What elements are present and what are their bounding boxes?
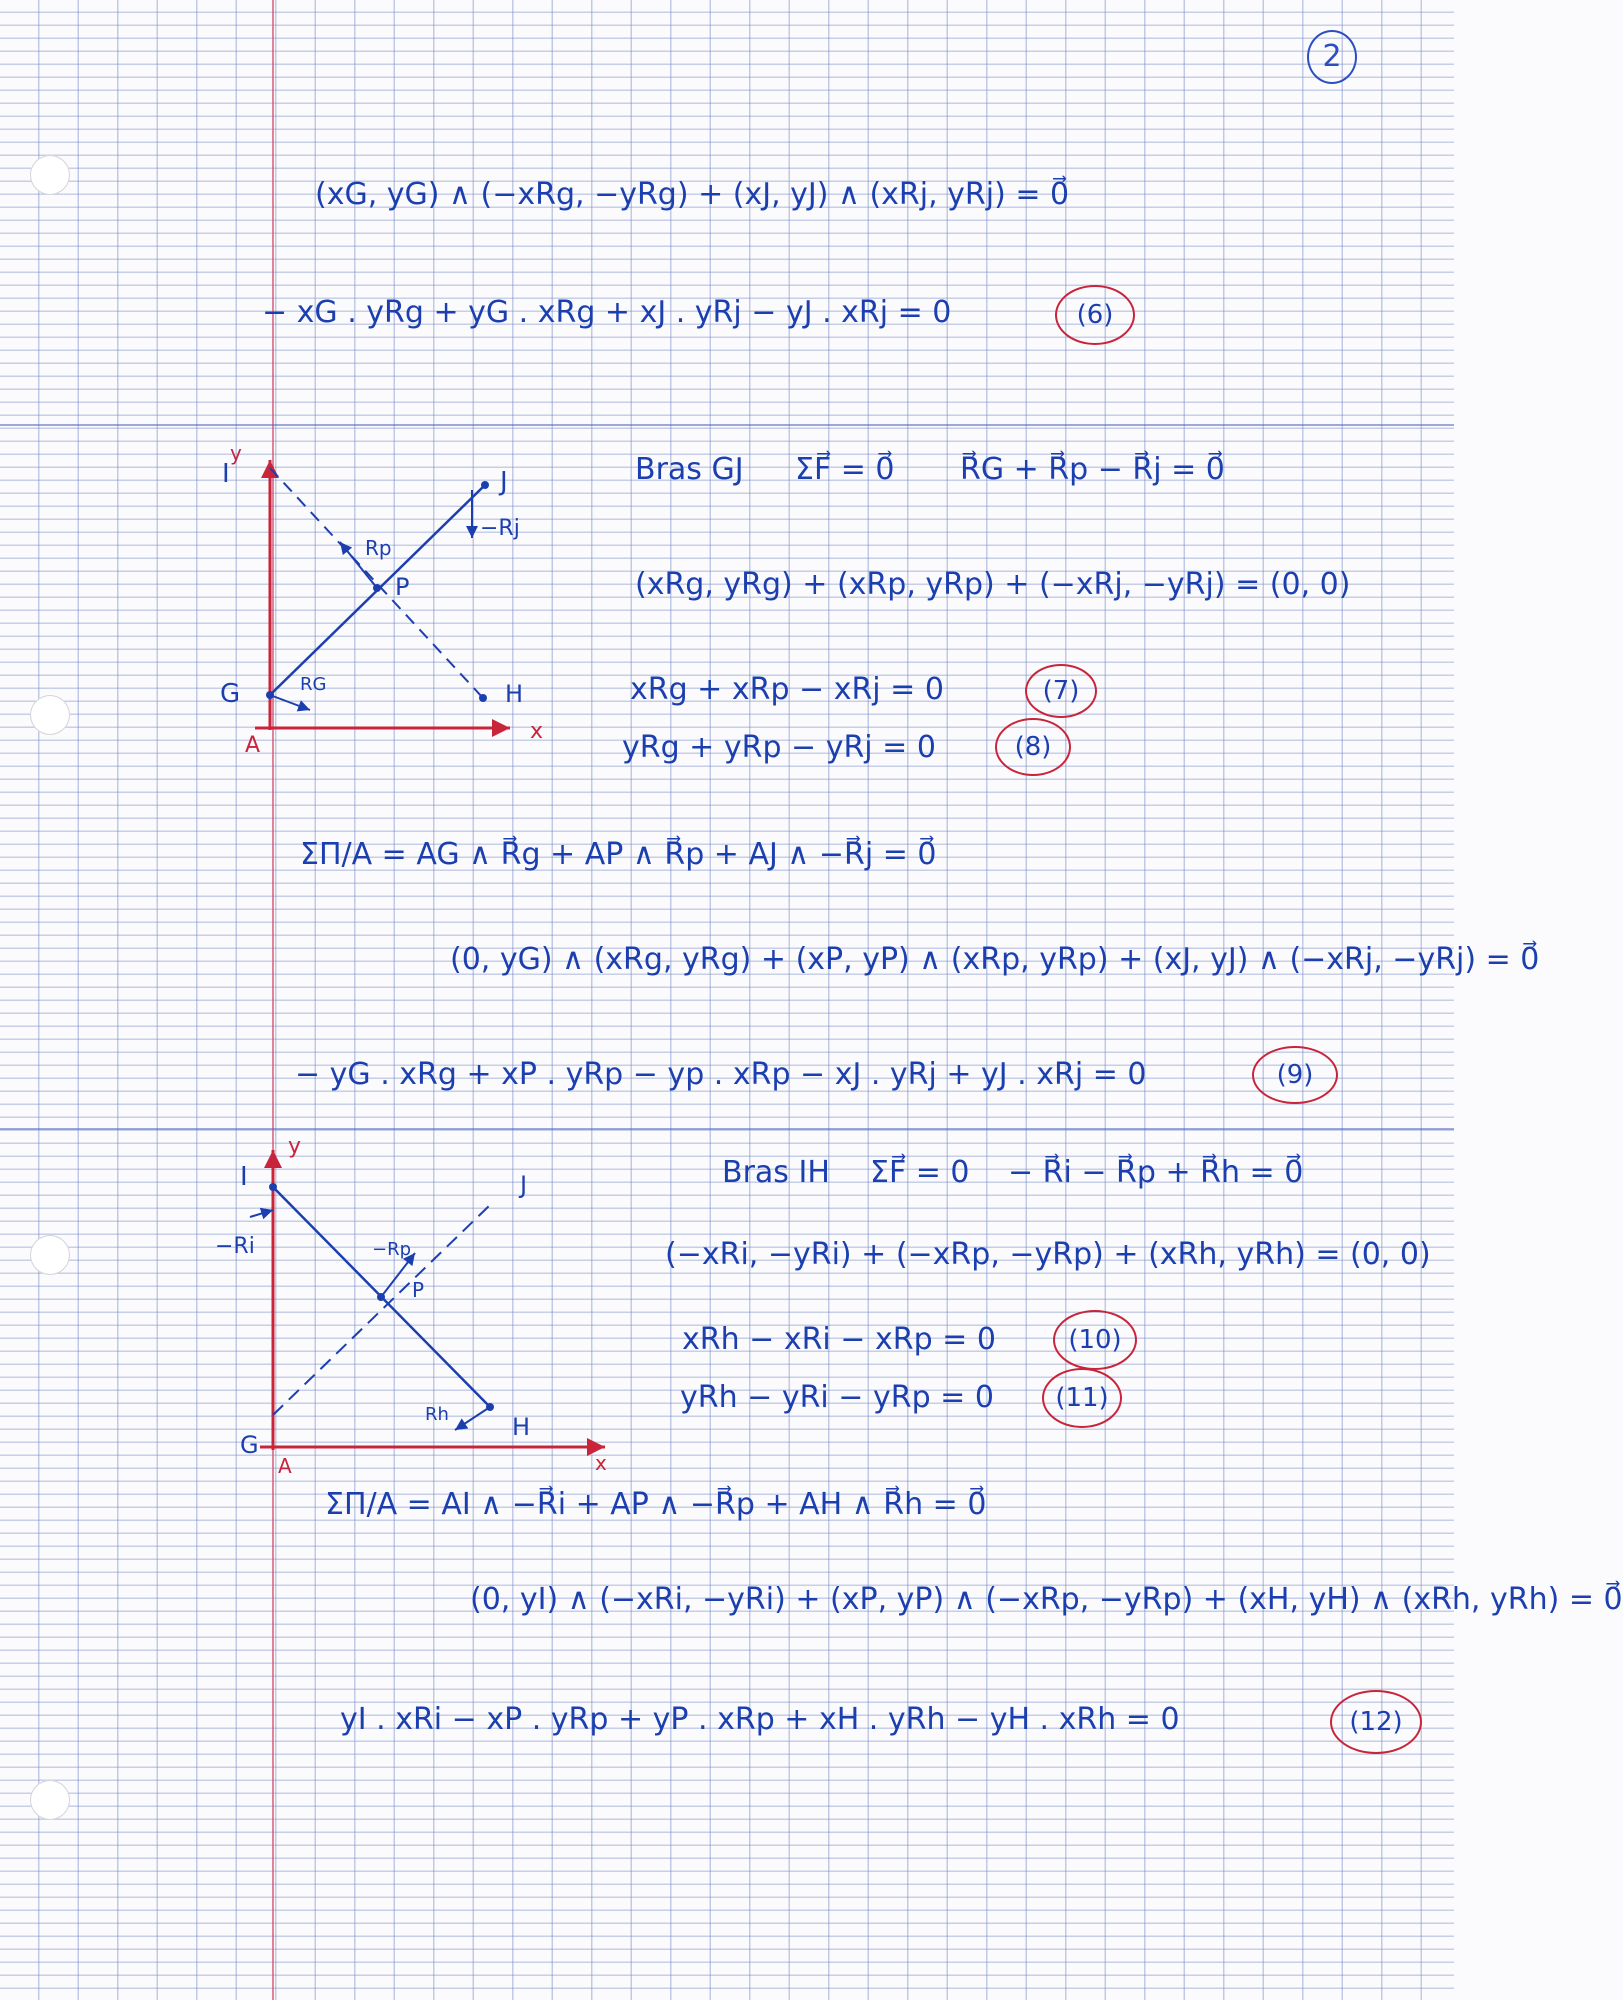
bras-gj-vector-eq: R⃗G + R⃗p − R⃗j = 0⃗ [960, 452, 1225, 487]
label-a: A [245, 733, 261, 758]
label-p-2: P [412, 1278, 425, 1302]
label-rj: −Rj [480, 516, 520, 541]
bras-gj-matrix-eq: (xRg, yRg) + (xRp, yRp) + (−xRj, −yRj) = (0, 0) [635, 567, 1351, 602]
eq9-number: (9) [1252, 1046, 1338, 1104]
binding-hole-top [30, 155, 70, 195]
eq6-number: (6) [1055, 285, 1135, 345]
label-i: I [222, 459, 230, 489]
eq12-number: (12) [1330, 1690, 1422, 1754]
eq11: yRh − yRi − yRp = 0 [680, 1380, 994, 1415]
label-i-2: I [240, 1162, 248, 1192]
moment1-line2: (0, yG) ∧ (xRg, yRg) + (xP, yP) ∧ (xRp, yRp) + (xJ, yJ) ∧ (−xRj, −yRj) = 0⃗ [450, 942, 1540, 977]
bar-gj-dashed [273, 1205, 490, 1415]
label-x: x [530, 719, 544, 744]
vector-ri-arrow [250, 1210, 273, 1217]
moment2-line2: (0, yI) ∧ (−xRi, −yRi) + (xP, yP) ∧ (−xRp, −yRp) + (xH, yH) ∧ (xRh, yRh) = 0⃗ [470, 1582, 1623, 1617]
label-rg: RG [300, 674, 327, 695]
section-divider-2 [0, 1128, 1454, 1130]
label-x-2: x [595, 1451, 607, 1475]
label-y-2: y [288, 1134, 302, 1159]
diagram-bras-gj [200, 440, 560, 760]
label-y: y [230, 441, 242, 465]
eq6-expanded: − xG . yRg + yG . xRg + xJ . yRj − yJ . xRj = 0 [262, 295, 952, 330]
diagram-bras-ih [200, 1134, 620, 1478]
eq10: xRh − xRi − xRp = 0 [682, 1322, 996, 1357]
label-rp: Rp [365, 536, 392, 560]
bras-ih-sum-forces: ΣF⃗ = 0 [870, 1155, 970, 1190]
label-ri: −Ri [215, 1234, 255, 1259]
page-number: 2 [1307, 30, 1357, 84]
section-divider-1 [0, 424, 1454, 426]
label-j-2: J [520, 1171, 528, 1199]
bras-ih-matrix-eq: (−xRi, −yRi) + (−xRp, −yRp) + (xRh, yRh) = (0, 0) [665, 1237, 1431, 1272]
eq8-number: (8) [995, 718, 1071, 776]
label-rp-2: −Rp [372, 1239, 412, 1260]
eq7-number: (7) [1025, 664, 1097, 718]
vector-rh-arrow [455, 1407, 490, 1430]
label-j: J [500, 467, 508, 497]
binding-hole-bottom [30, 1780, 70, 1820]
label-p: P [395, 573, 410, 601]
eq11-number: (11) [1042, 1368, 1122, 1428]
moment2-line1: ΣΠ/A = AI ∧ −R⃗i + AP ∧ −R⃗p + AH ∧ R⃗h = 0⃗ [325, 1487, 987, 1522]
eq10-number: (10) [1053, 1310, 1137, 1370]
bras-ih-title: Bras IH [722, 1155, 830, 1190]
bras-gj-title: Bras GJ [635, 452, 744, 487]
binding-hole-lower [30, 1235, 70, 1275]
bras-ih-vector-eq: − R⃗i − R⃗p + R⃗h = 0⃗ [1008, 1155, 1304, 1190]
label-a-2: A [278, 1454, 292, 1478]
label-g-2: G [240, 1431, 259, 1459]
moment1-line3: − yG . xRg + xP . yRp − yp . xRp − xJ . yRj + yJ . xRj = 0 [295, 1057, 1147, 1092]
label-rh: Rh [425, 1404, 449, 1425]
label-g: G [220, 679, 241, 709]
eq8: yRg + yRp − yRj = 0 [622, 730, 936, 765]
moment1-line1: ΣΠ/A = AG ∧ R⃗g + AP ∧ R⃗p + AJ ∧ −R⃗j = 0⃗ [300, 837, 937, 872]
moment2-line3: yI . xRi − xP . yRp + yP . xRp + xH . yRh − yH . xRh = 0 [340, 1702, 1180, 1737]
label-h: H [505, 680, 524, 708]
binding-hole-upper [30, 695, 70, 735]
eq6-vector-product: (xG, yG) ∧ (−xRg, −yRg) + (xJ, yJ) ∧ (xRj, yRj) = 0⃗ [315, 177, 1070, 212]
label-h-2: H [512, 1413, 531, 1441]
vector-rg-arrow [270, 695, 310, 710]
bras-gj-sum-forces: ΣF⃗ = 0⃗ [795, 452, 895, 487]
eq7: xRg + xRp − xRj = 0 [630, 672, 944, 707]
